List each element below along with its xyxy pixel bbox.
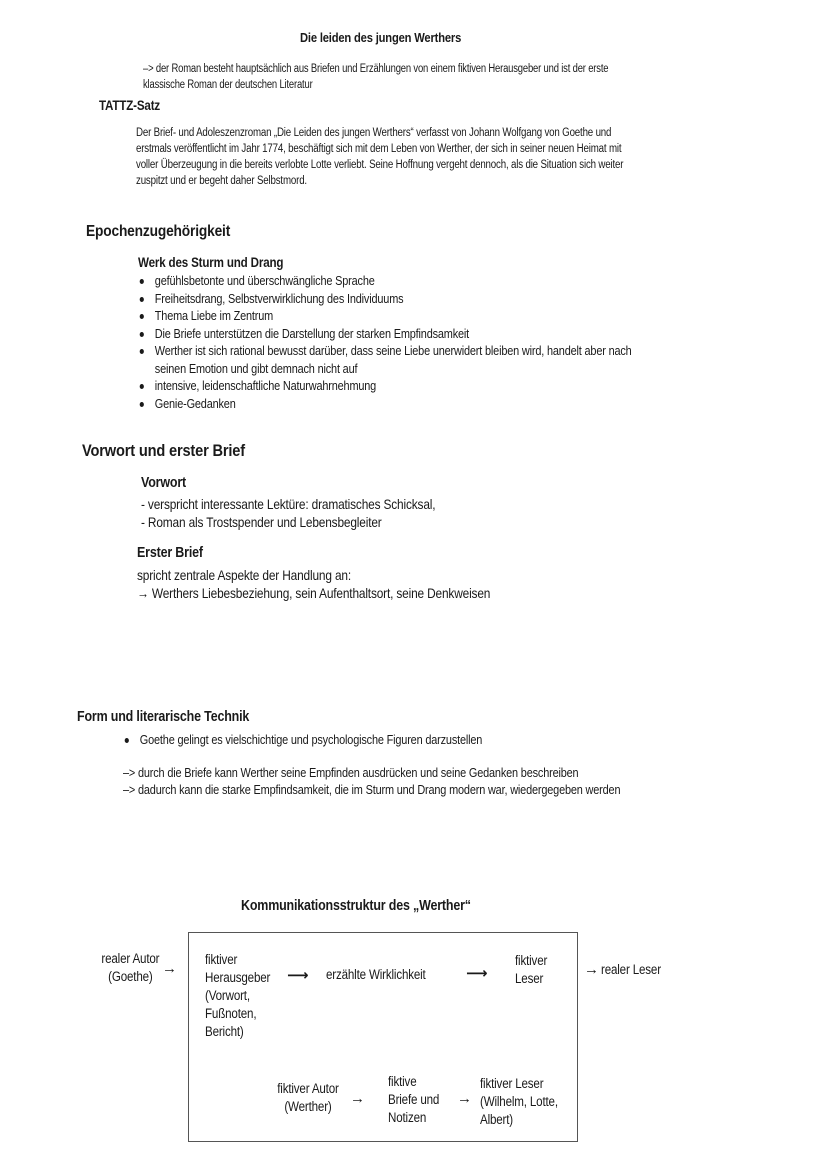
page-title: Die leiden des jungen Werthers [300, 30, 462, 45]
list-item: Goethe gelingt es vielschichtige und psychologische Figuren darzustellen [123, 731, 482, 749]
list-item [138, 342, 632, 377]
fictive-letters-line: Briefe und [388, 1092, 440, 1107]
narrated-reality-label: erzählte Wirklichkeit [326, 967, 426, 982]
arrow-icon: → [137, 585, 149, 601]
list-item: Thema Liebe im Zentrum [138, 307, 632, 325]
form-line: –> dadurch kann die starke Empfindsamkeit, die im Sturm und Drang modern war, wiedergegeben werden [123, 782, 621, 797]
intro-line: –> der Roman besteht hauptsächlich aus Briefen und Erzählungen von einem fiktiven Herausgeber und ist der erste [143, 63, 609, 75]
vorwort-line: - verspricht interessante Lektüre: dramatisches Schicksal, [141, 496, 436, 512]
fictive-letters-label [388, 1073, 439, 1127]
brief-subheading: Erster Brief [137, 545, 203, 561]
fictive-reader2-line: Albert) [480, 1112, 514, 1127]
fictive-reader-line: Leser [515, 971, 544, 986]
intro-text [143, 61, 608, 93]
brief-text [137, 566, 490, 602]
real-author-line: (Goethe) [108, 969, 153, 984]
fictive-author-line: fiktiver Autor [277, 1081, 339, 1096]
fictive-editor-line: Bericht) [205, 1024, 244, 1039]
brief-line-text: Werthers Liebesbeziehung, sein Aufenthaltsort, seine Denkweisen [151, 585, 491, 601]
list-item: intensive, leidenschaftliche Naturwahrnehmung [138, 377, 632, 395]
arrow-icon: → [162, 960, 177, 977]
tattz-line: zuspitzt und er begeht daher Selbstmord. [136, 175, 307, 187]
brief-line [137, 584, 490, 602]
tattz-heading: TATTZ-Satz [99, 98, 161, 113]
arrow-icon: → [457, 1090, 472, 1107]
fictive-reader2-label [480, 1075, 558, 1129]
list-item: Die Briefe unterstützen die Darstellung der starken Empfindsamkeit [138, 325, 632, 343]
form-list [123, 731, 482, 749]
fictive-editor-line: fiktiver [205, 952, 238, 967]
list-item-text: Werther ist sich rational bewusst darüber, dass seine Liebe unerwidert bleiben wird, handelt aber nach [154, 343, 632, 358]
arrow-icon: → [584, 961, 599, 978]
vorwort-subheading: Vorwort [141, 475, 186, 491]
form-line: –> durch die Briefe kann Werther seine Empfinden ausdrücken und seine Gedanken beschreiben [123, 765, 579, 780]
fictive-reader-label [515, 952, 547, 988]
intro-line: klassische Roman der deutschen Literatur [143, 79, 313, 91]
epoch-heading: Epochenzugehörigkeit [86, 223, 231, 240]
real-author-label [96, 950, 165, 986]
vorwort-text [141, 495, 435, 531]
fictive-editor-label [205, 951, 270, 1041]
arrow-icon: ⟶ [466, 965, 488, 982]
list-item: Genie-Gedanken [138, 395, 632, 413]
tattz-line: voller Überzeugung in die bereits verlobte Lotte verliebt. Seine Hoffnung vergeht dennoch, als die Situation sich weiter [136, 159, 624, 171]
fictive-author-label [271, 1080, 345, 1116]
list-item-text-cont: seinen Emotion und gibt demnach nicht auf [154, 360, 358, 376]
real-author-line: realer Autor [101, 951, 160, 966]
real-reader-label: realer Leser [601, 962, 661, 977]
vorwort-line: - Roman als Trostspender und Lebensbegleiter [141, 514, 382, 530]
tattz-line: Der Brief- und Adoleszenzroman „Die Leiden des jungen Werthers“ verfasst von Johann Wolfgang von Goethe und [136, 127, 612, 139]
list-item: Freiheitsdrang, Selbstverwirklichung des Individuums [138, 290, 632, 308]
epoch-list [138, 272, 632, 412]
fictive-letters-line: Notizen [388, 1110, 427, 1125]
fictive-reader2-line: fiktiver Leser [480, 1076, 544, 1091]
form-heading: Form und literarische Technik [77, 709, 250, 725]
fictive-editor-line: (Vorwort, [205, 988, 250, 1003]
fictive-reader2-line: (Wilhelm, Lotte, [480, 1094, 558, 1109]
arrow-icon: → [350, 1090, 365, 1107]
fictive-editor-line: Herausgeber [205, 970, 271, 985]
brief-line: spricht zentrale Aspekte der Handlung an: [137, 567, 351, 583]
arrow-icon: ⟶ [287, 967, 309, 984]
diagram-title: Kommunikationsstruktur des „Werther“ [241, 898, 471, 914]
form-text [123, 764, 620, 798]
fictive-author-line: (Werther) [284, 1099, 332, 1114]
list-item: gefühlsbetonte und überschwängliche Sprache [138, 272, 632, 290]
tattz-paragraph [136, 125, 623, 189]
fictive-reader-line: fiktiver [515, 953, 548, 968]
fictive-editor-line: Fußnoten, [205, 1006, 257, 1021]
epoch-subheading: Werk des Sturm und Drang [138, 255, 284, 270]
fictive-letters-line: fiktive [388, 1074, 417, 1089]
vorwort-heading: Vorwort und erster Brief [82, 441, 245, 460]
tattz-line: erstmals veröffentlicht im Jahr 1774, beschäftigt sich mit dem Leben von Werther, der sich in seiner neuen Heimat mit [136, 143, 622, 155]
